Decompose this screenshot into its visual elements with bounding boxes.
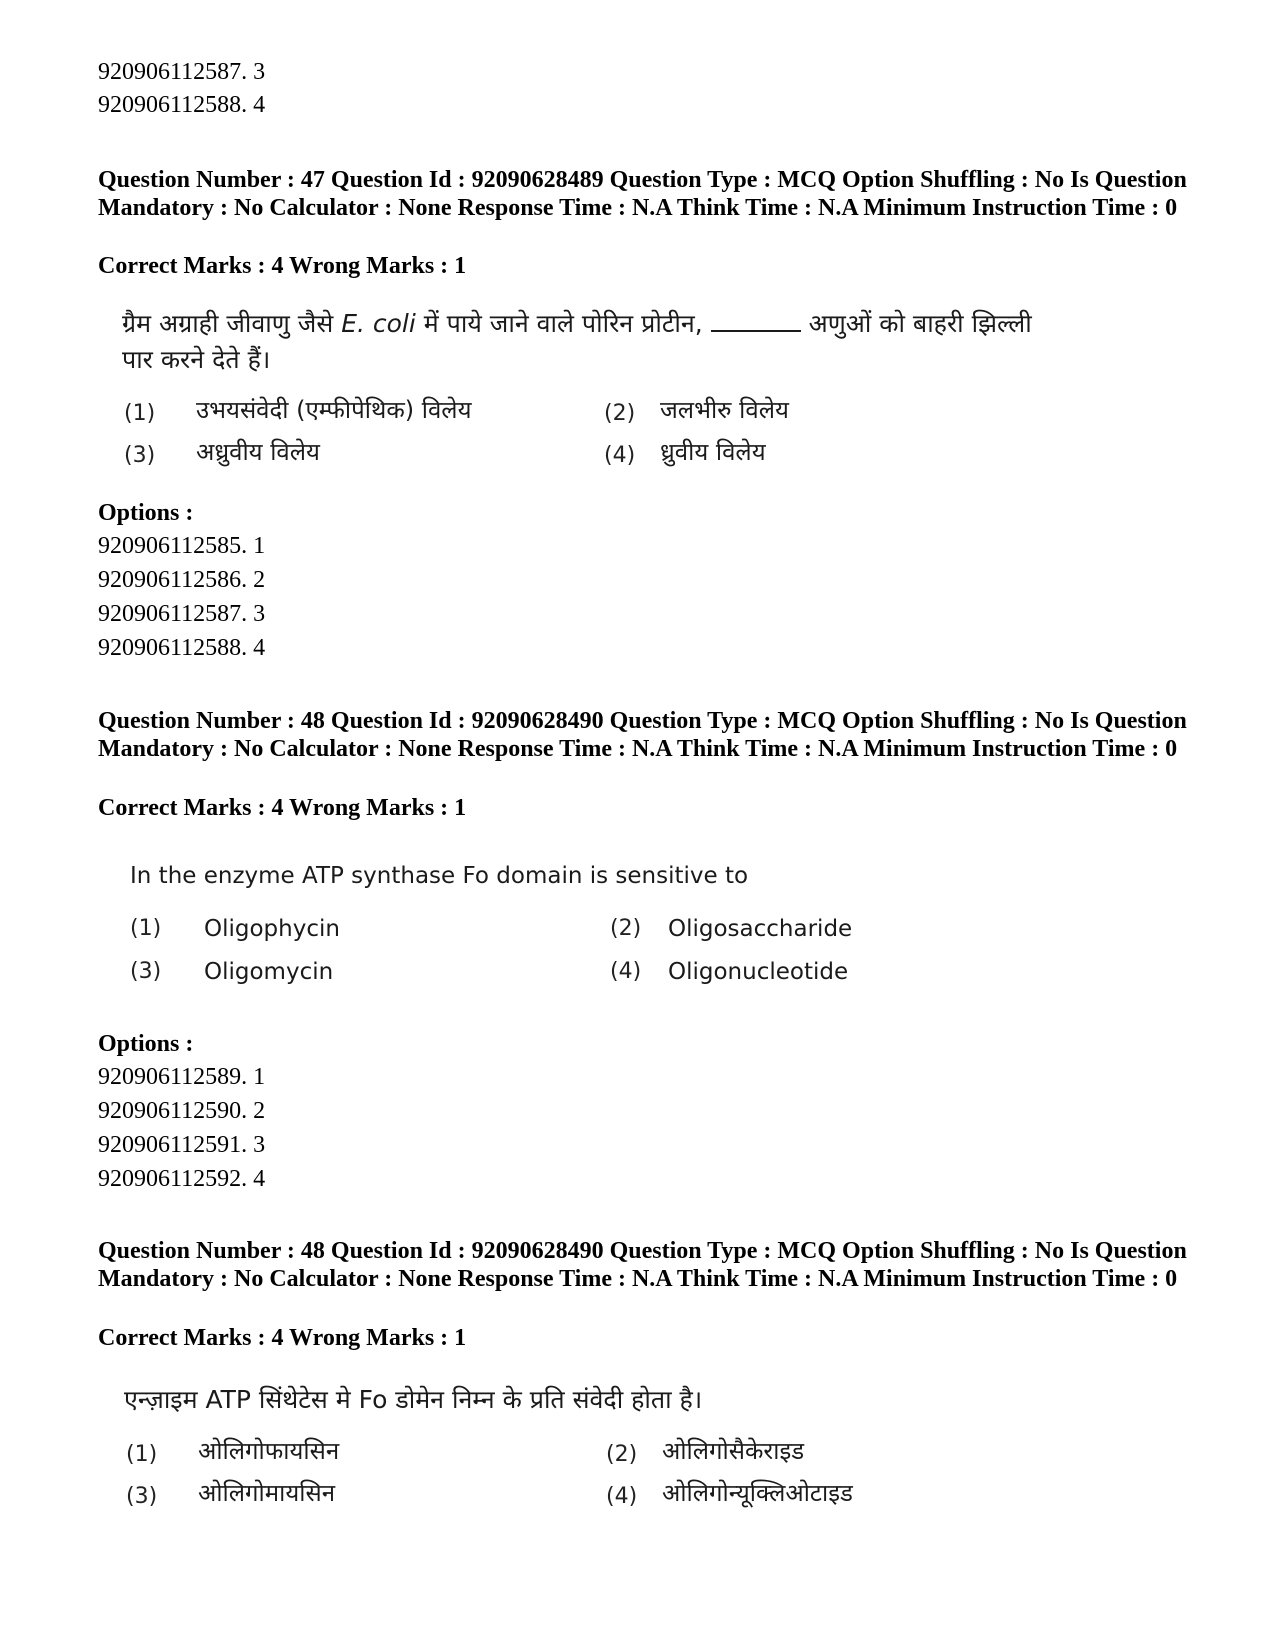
question-text-part: में पाये जाने वाले पोरिन प्रोटीन, (423, 309, 703, 338)
choice-number: (1) (130, 916, 162, 941)
choice-text: Oligonucleotide (668, 959, 849, 985)
question-marks: Correct Marks : 4 Wrong Marks : 1 (98, 1325, 467, 1351)
choice-text: ओलिगोफायसिन (198, 1437, 340, 1465)
choice-text: ओलिगोसैकेराइड (662, 1437, 805, 1465)
question-text (122, 306, 1032, 342)
choice-number: (2) (610, 916, 642, 941)
choice-number: (4) (604, 443, 636, 468)
question-meta: Question Number : 48 Question Id : 92090628490 Question Type : MCQ Option Shuffling : No Is Question Mandatory : No Calculator : None Response Time : N.A Think Time : N.A Minimum Instruction Time : 0 (98, 1238, 1187, 1292)
choice-number: (4) (606, 1484, 638, 1509)
option-line: 920906112588. 4 (98, 635, 266, 661)
question-text-italic: E. coli (341, 309, 416, 338)
choice-number: (3) (130, 959, 162, 984)
choice-number: (3) (124, 443, 156, 468)
option-line: 920906112589. 1 (98, 1064, 266, 1090)
options-label: Options : (98, 500, 194, 526)
question-marks: Correct Marks : 4 Wrong Marks : 1 (98, 253, 467, 279)
question-meta: Question Number : 47 Question Id : 92090628489 Question Type : MCQ Option Shuffling : No Is Question Mandatory : No Calculator : None Response Time : N.A Think Time : N.A Minimum Instruction Time : 0 (98, 167, 1187, 221)
choice-number: (3) (126, 1484, 158, 1509)
choice-text: Oligomycin (204, 959, 334, 985)
choice-text: ओलिगोन्यूक्लिओटाइड (662, 1479, 853, 1507)
choice-text: ध्रुवीय विलेय (660, 438, 766, 466)
question-text: एन्ज़ाइम ATP सिंथेटेस मे Fo डोमेन निम्न के प्रति संवेदी होता है। (124, 1385, 703, 1414)
choice-number: (2) (606, 1442, 638, 1467)
choice-number: (1) (126, 1442, 158, 1467)
choice-text: Oligosaccharide (668, 916, 853, 942)
question-text-part: ग्रैम अग्राही जीवाणु जैसे (122, 309, 334, 338)
question-marks: Correct Marks : 4 Wrong Marks : 1 (98, 795, 467, 821)
option-line: 920906112588. 4 (98, 92, 266, 118)
answer-blank (711, 312, 801, 332)
option-line: 920906112587. 3 (98, 59, 266, 85)
question-text-part: अणुओं को बाहरी झिल्ली (808, 309, 1032, 338)
option-line: 920906112591. 3 (98, 1132, 266, 1158)
question-text-line2: पार करने देते हैं। (122, 345, 271, 374)
option-line: 920906112585. 1 (98, 533, 266, 559)
question-text: In the enzyme ATP synthase Fo domain is sensitive to (130, 863, 749, 889)
choice-text: जलभीरु विलेय (660, 396, 789, 424)
option-line: 920906112592. 4 (98, 1166, 266, 1192)
choice-number: (1) (124, 401, 156, 426)
choice-text: उभयसंवेदी (एम्फीपेथिक) विलेय (196, 396, 472, 424)
choice-text: ओलिगोमायसिन (198, 1479, 336, 1507)
choice-text: अध्रुवीय विलेय (196, 438, 320, 466)
option-line: 920906112586. 2 (98, 567, 266, 593)
options-label: Options : (98, 1031, 194, 1057)
question-meta: Question Number : 48 Question Id : 92090628490 Question Type : MCQ Option Shuffling : No Is Question Mandatory : No Calculator : None Response Time : N.A Think Time : N.A Minimum Instruction Time : 0 (98, 708, 1187, 762)
choice-number: (2) (604, 401, 636, 426)
choice-text: Oligophycin (204, 916, 340, 942)
option-line: 920906112590. 2 (98, 1098, 266, 1124)
choice-number: (4) (610, 959, 642, 984)
option-line: 920906112587. 3 (98, 601, 266, 627)
